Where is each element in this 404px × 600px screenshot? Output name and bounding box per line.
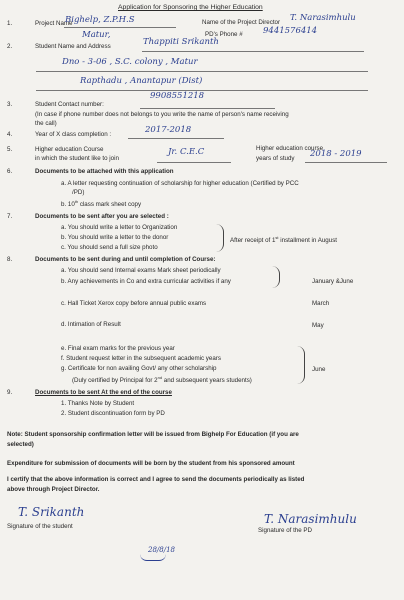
- student-name-line: [142, 51, 364, 52]
- item-number-1: 1.: [7, 20, 13, 27]
- documents-sent-selected-heading: Documents to be sent after you are selected :: [35, 213, 169, 220]
- item-number-6: 6.: [7, 168, 13, 175]
- student-signature-label: Signature of the student: [7, 523, 73, 530]
- item-number-8: 8.: [7, 256, 13, 263]
- certify-line1: I certify that the above information is correct and I agree to send the documents periodically as listed: [7, 476, 305, 483]
- contact-number-line: [140, 108, 275, 109]
- item-number-4: 4.: [7, 131, 13, 138]
- pd-phone-value: 9441576414: [263, 26, 318, 36]
- student-signature: T. Srikanth: [18, 505, 85, 519]
- brace-8ab: [272, 266, 280, 288]
- address-fragment: Matur,: [82, 30, 111, 40]
- doc-a-letter-cont: /PD): [72, 189, 85, 196]
- doc8-g-cont: (Duly certified by Principal for 2nd and subsequent years students): [72, 375, 252, 385]
- contact-number-value: 9908551218: [150, 91, 205, 101]
- address-line-1-rule: [36, 71, 368, 72]
- higher-education-course-label: Higher education Course: [35, 146, 104, 153]
- doc8-d-month: May: [312, 322, 324, 329]
- doc8-efg-month: June: [312, 366, 326, 373]
- project-name-label: Project Name: [35, 20, 73, 27]
- certify-line2: above through Project Director.: [7, 486, 100, 493]
- contact-note-line1: (In case if phone number does not belongs to you write the name of person's name receiving: [35, 111, 289, 118]
- date-squiggle: [140, 554, 166, 561]
- years-of-study-label2: years of study: [256, 155, 295, 162]
- project-director-label: Name of the Project Director: [202, 19, 281, 26]
- handwritten-date: 28/8/18: [148, 546, 175, 554]
- years-of-study-label1: Higher education course: [256, 145, 324, 152]
- address-line-2: Rapthadu , Anantapur (Dist): [80, 76, 203, 86]
- doc8-e: e. Final exam marks for the previous year: [61, 345, 175, 352]
- years-of-study-value: 2018 - 2019: [310, 149, 362, 159]
- x-class-line: [128, 138, 224, 139]
- brace-8efg: [296, 346, 305, 384]
- documents-attached-heading: Documents to be attached with this application: [35, 168, 174, 175]
- expenditure-note: Expenditure for submission of documents will be born by the student from his sponsored amount: [7, 460, 295, 467]
- contact-number-label: Student Contact number:: [35, 101, 104, 108]
- director-signature-label: Signature of the PD: [258, 527, 313, 534]
- documents-during-course-heading: Documents to be sent during and until completion of Course:: [35, 256, 216, 263]
- years-line: [305, 162, 387, 163]
- item-number-3: 3.: [7, 101, 13, 108]
- doc8-c: c. Hall Ticket Xerox copy before annual public exams: [61, 300, 207, 307]
- doc9-1: 1. Thanks Note by Student: [61, 400, 135, 407]
- doc8-b: b. Any achievements in Co and extra curricular activities if any: [61, 278, 231, 285]
- student-name-value: Thappiti Srikanth: [143, 37, 219, 47]
- brace-7: [215, 224, 224, 252]
- note-line1: Note: Student sponsorship confirmation letter will be issued from Bighelp For Education (if you are: [7, 431, 299, 438]
- doc8-d: d. Intimation of Result: [61, 321, 121, 328]
- higher-education-course-label2: in which the student like to join: [35, 155, 119, 162]
- doc7-a: a. You should write a letter to Organization: [61, 224, 178, 231]
- documents-end-course-heading: Documents to be sent At the end of the course: [35, 389, 172, 396]
- item-number-9: 9.: [7, 389, 13, 396]
- course-line: [157, 162, 231, 163]
- project-director-value: T. Narasimhulu: [290, 13, 356, 23]
- director-signature: T. Narasimhulu: [264, 512, 357, 526]
- item-number-5: 5.: [7, 146, 13, 153]
- document-title: Application for Sponsoring the Higher Education: [118, 4, 263, 11]
- doc7-c: c. You should send a full size photo: [61, 244, 158, 251]
- note-line2: selected): [7, 441, 34, 448]
- doc8-ab-month: January &June: [312, 278, 354, 285]
- address-line-1: Dno - 3-06 , S.C. colony , Matur: [62, 57, 198, 67]
- doc8-f: f. Student request letter in the subsequent academic years: [61, 355, 221, 362]
- doc9-2: 2. Student discontinuation form by PD: [61, 410, 165, 417]
- doc7-timing: After receipt of 1st installment in August: [230, 235, 338, 245]
- pd-phone-label: PD's Phone #: [205, 31, 243, 38]
- doc-b-marks: b. 10th class mark sheet copy: [61, 199, 142, 209]
- contact-note-line2: the call): [35, 120, 57, 127]
- project-name-value: Bighelp, Z.P.H.S: [65, 15, 135, 25]
- x-class-value: 2017-2018: [145, 125, 192, 135]
- course-value: Jr. C.E.C: [168, 147, 205, 157]
- x-class-label: Year of X class completion :: [35, 131, 112, 138]
- doc-a-letter: a. A letter requesting continuation of scholarship for higher education (Certified by PCC: [61, 180, 299, 187]
- doc7-b: b. You should write a letter to the donor: [61, 234, 169, 241]
- doc8-a: a. You should send Internal exams Mark sheet periodically: [61, 267, 221, 274]
- student-name-address-label: Student Name and Address: [35, 43, 111, 50]
- item-number-2: 2.: [7, 43, 13, 50]
- project-name-line: [64, 27, 176, 28]
- doc8-g: g. Certificate for non availing Govt/ any other scholarship: [61, 365, 217, 372]
- item-number-7: 7.: [7, 213, 13, 220]
- doc8-c-month: March: [312, 300, 330, 307]
